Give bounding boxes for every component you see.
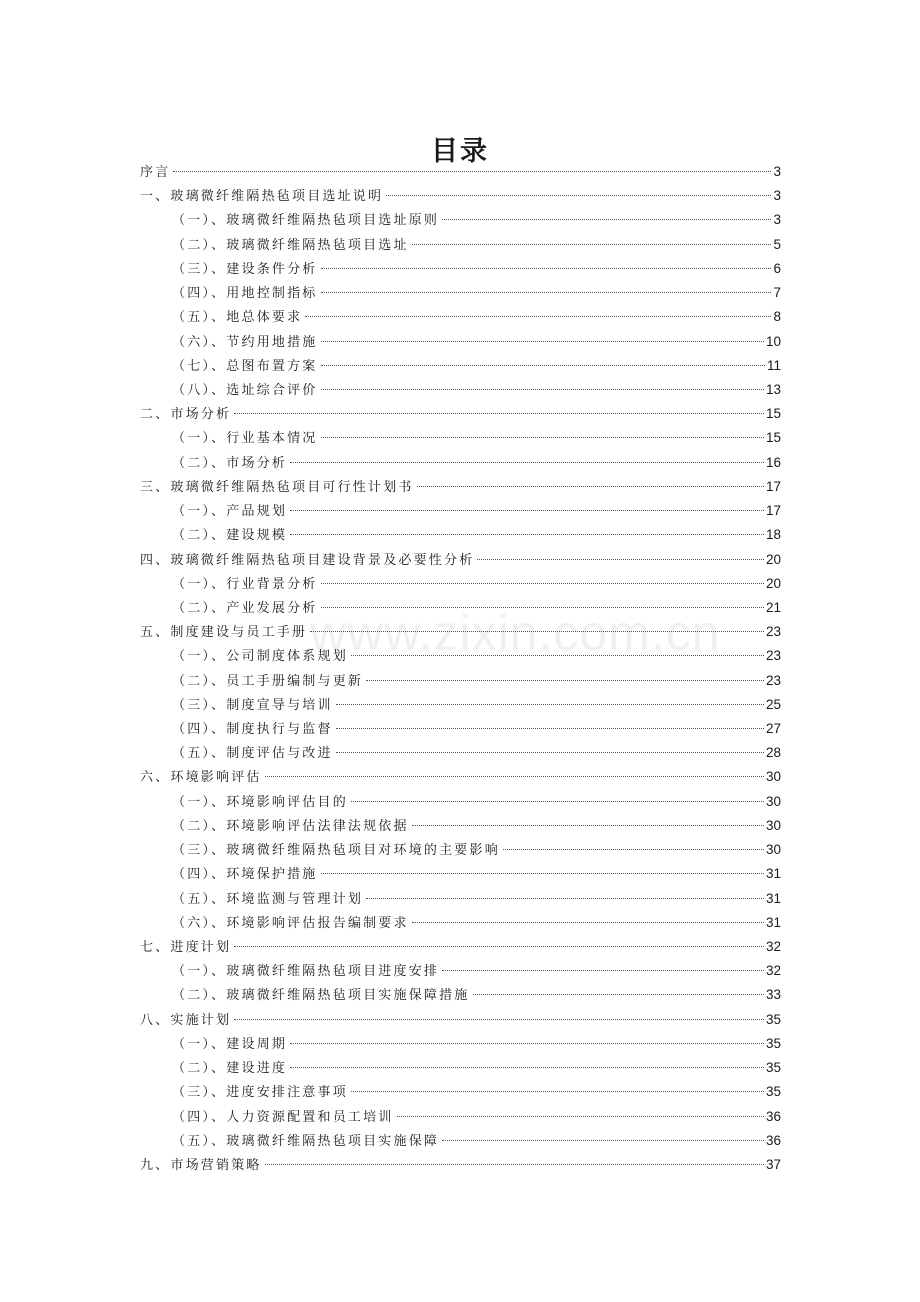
dot-leader: [412, 825, 764, 826]
toc-subentry[interactable]: [140, 208, 781, 232]
dot-leader: [351, 801, 764, 802]
dot-leader: [173, 171, 771, 172]
toc-subentry[interactable]: [140, 1032, 781, 1056]
dot-leader: [321, 583, 764, 584]
dot-leader: [442, 970, 764, 971]
toc-entry-title: （四）、用地控制指标: [172, 286, 318, 302]
toc-page-number: 28: [765, 745, 781, 761]
dot-leader: [234, 1019, 764, 1020]
dot-leader: [351, 655, 764, 656]
toc-page-number: 17: [765, 503, 781, 519]
toc-entry-title: 五、制度建设与员工手册: [140, 625, 308, 641]
toc-entry-title: （六）、环境影响评估报告编制要求: [172, 915, 409, 931]
toc-subentry[interactable]: [140, 887, 781, 911]
toc-entry-title: （一）、环境影响评估目的: [172, 794, 348, 810]
toc-entry[interactable]: [140, 548, 781, 572]
dot-leader: [265, 1164, 764, 1165]
toc-entry-title: （一）、行业基本情况: [172, 431, 318, 447]
toc-page-number: 3: [773, 188, 781, 204]
toc-entry-title: （五）、制度评估与改进: [172, 746, 333, 762]
toc-page-number: 35: [765, 1035, 781, 1051]
toc-entry-title: （七）、总图布置方案: [172, 358, 318, 374]
dot-leader: [321, 607, 764, 608]
toc-page-number: 36: [765, 1108, 781, 1124]
toc-entry-title: （一）、建设周期: [172, 1036, 288, 1052]
toc-entry-title: （三）、建设条件分析: [172, 261, 318, 277]
toc-entry[interactable]: [140, 935, 781, 959]
toc-entry-title: （二）、员工手册编制与更新: [172, 673, 364, 689]
dot-leader: [351, 1091, 764, 1092]
toc-page-number: 27: [765, 721, 781, 737]
toc-entry-title: （一）、玻璃微纤维隔热毡项目选址原则: [172, 213, 440, 229]
toc-page-number: 5: [773, 236, 781, 252]
dot-leader: [321, 873, 764, 874]
toc-page-number: 33: [765, 987, 781, 1003]
toc-entry-title: 四、玻璃微纤维隔热毡项目建设背景及必要性分析: [140, 552, 475, 568]
toc-subentry[interactable]: [140, 596, 781, 620]
toc-entry[interactable]: [140, 1153, 781, 1177]
toc-entry-title: （四）、制度执行与监督: [172, 722, 333, 738]
toc-subentry[interactable]: [140, 814, 781, 838]
toc-title: 目录: [431, 136, 489, 168]
toc-page-number: 3: [773, 212, 781, 228]
toc-page-number: 13: [765, 381, 781, 397]
toc-entry-title: （六）、节约用地措施: [172, 334, 318, 350]
dot-leader: [321, 268, 772, 269]
dot-leader: [290, 534, 764, 535]
dot-leader: [321, 365, 765, 366]
dot-leader: [290, 510, 764, 511]
toc-subentry[interactable]: [140, 911, 781, 935]
table-of-contents: [140, 160, 781, 1177]
toc-page-number: 15: [765, 430, 781, 446]
toc-entry-title: （四）、环境保护措施: [172, 867, 318, 883]
toc-page-number: 31: [765, 866, 781, 882]
toc-page-number: 31: [765, 890, 781, 906]
toc-page-number: 11: [766, 357, 781, 373]
toc-subentry[interactable]: [140, 451, 781, 475]
toc-subentry[interactable]: [140, 862, 781, 886]
dot-leader: [473, 994, 764, 995]
toc-page-number: 31: [765, 914, 781, 930]
toc-entry-title: 七、进度计划: [140, 940, 232, 955]
toc-entry-title: 八、实施计划: [140, 1012, 232, 1028]
toc-subentry[interactable]: [140, 378, 781, 402]
toc-page-number: 37: [765, 1156, 781, 1172]
toc-subentry[interactable]: [140, 305, 781, 329]
toc-entry-title: （一）、公司制度体系规划: [172, 649, 348, 665]
toc-subentry[interactable]: [140, 838, 781, 862]
dot-leader: [321, 292, 772, 293]
dot-leader: [503, 849, 764, 850]
dot-leader: [321, 341, 764, 342]
toc-entry-title: （一）、产品规划: [172, 504, 288, 520]
toc-entry-title: （二）、建设进度: [172, 1061, 288, 1077]
toc-subentry[interactable]: [140, 1105, 781, 1129]
dot-leader: [336, 704, 764, 705]
toc-entry[interactable]: [140, 620, 781, 644]
dot-leader: [265, 776, 764, 777]
dot-leader: [290, 462, 764, 463]
toc-entry-title: （五）、环境监测与管理计划: [172, 891, 364, 907]
dot-leader: [234, 413, 764, 414]
dot-leader: [290, 1067, 764, 1068]
dot-leader: [442, 1140, 764, 1141]
toc-page-number: 3: [773, 164, 781, 179]
toc-subentry[interactable]: [140, 644, 781, 668]
toc-subentry[interactable]: [140, 1129, 781, 1153]
dot-leader: [412, 244, 772, 245]
toc-page-number: 17: [765, 478, 781, 494]
toc-entry-title: 二、市场分析: [140, 407, 232, 423]
dot-leader: [477, 559, 764, 560]
watermark: www.zixin.com.cn: [310, 605, 721, 661]
toc-entry-title: 序言: [140, 165, 171, 180]
toc-page-number: 30: [765, 769, 781, 785]
dot-leader: [366, 680, 764, 681]
toc-subentry[interactable]: [140, 790, 781, 814]
toc-entry-title: 三、玻璃微纤维隔热毡项目可行性计划书: [140, 479, 414, 495]
toc-page-number: 8: [773, 309, 781, 325]
toc-entry-title: （二）、建设规模: [172, 528, 288, 544]
toc-entry-title: 六、环境影响评估: [140, 770, 262, 786]
toc-entry-title: （三）、进度安排注意事项: [172, 1085, 348, 1101]
dot-leader: [397, 1116, 764, 1117]
toc-subentry[interactable]: [140, 330, 781, 354]
toc-page-number: 6: [773, 260, 781, 276]
toc-entry-title: 九、市场营销策略: [140, 1157, 262, 1173]
toc-page-number: 21: [765, 599, 781, 615]
dot-leader: [310, 631, 764, 632]
dot-leader: [336, 752, 764, 753]
toc-page-number: 30: [765, 817, 781, 833]
toc-entry-title: （二）、玻璃微纤维隔热毡项目实施保障措施: [172, 988, 470, 1004]
toc-subentry[interactable]: [140, 257, 781, 281]
toc-subentry[interactable]: [140, 669, 781, 693]
toc-page-number: 7: [773, 285, 781, 301]
toc-page-number: 18: [765, 527, 781, 543]
toc-page-number: 23: [765, 648, 781, 664]
dot-leader: [366, 898, 764, 899]
dot-leader: [336, 728, 764, 729]
toc-subentry[interactable]: [140, 693, 781, 717]
toc-subentry[interactable]: [140, 741, 781, 765]
toc-page-number: 20: [765, 575, 781, 591]
toc-subentry[interactable]: [140, 281, 781, 305]
toc-subentry[interactable]: [140, 426, 781, 450]
dot-leader: [386, 195, 771, 196]
toc-subentry[interactable]: [140, 1056, 781, 1080]
toc-page-number: 35: [765, 1011, 781, 1027]
toc-page-number: 32: [765, 963, 781, 979]
dot-leader: [234, 946, 764, 947]
toc-entry-title: （一）、行业背景分析: [172, 576, 318, 592]
toc-entry-title: 一、玻璃微纤维隔热毡项目选址说明: [140, 189, 384, 205]
toc-subentry[interactable]: [140, 523, 781, 547]
toc-entry-title: （五）、玻璃微纤维隔热毡项目实施保障: [172, 1133, 440, 1149]
toc-entry[interactable]: [140, 475, 781, 499]
dot-leader: [305, 316, 771, 317]
toc-entry[interactable]: [140, 765, 781, 789]
toc-subentry[interactable]: [140, 983, 781, 1007]
toc-page-number: 16: [765, 454, 781, 470]
toc-entry-title: （二）、环境影响评估法律法规依据: [172, 818, 409, 834]
toc-page-number: 23: [765, 624, 781, 640]
toc-subentry[interactable]: [140, 499, 781, 523]
toc-subentry[interactable]: [140, 233, 781, 257]
toc-page-number: 15: [765, 406, 781, 422]
toc-entry-title: （五）、地总体要求: [172, 310, 303, 326]
toc-page-number: 35: [765, 1060, 781, 1076]
toc-entry-title: （二）、产业发展分析: [172, 600, 318, 616]
toc-page-number: 23: [765, 672, 781, 688]
toc-entry-title: （一）、玻璃微纤维隔热毡项目进度安排: [172, 964, 440, 980]
toc-entry-title: （四）、人力资源配置和员工培训: [172, 1109, 394, 1125]
toc-entry[interactable]: [140, 1008, 781, 1032]
toc-entry-title: （二）、市场分析: [172, 455, 288, 471]
toc-subentry[interactable]: [140, 959, 781, 983]
dot-leader: [442, 219, 771, 220]
toc-subentry[interactable]: [140, 572, 781, 596]
toc-entry[interactable]: [140, 184, 781, 208]
toc-page-number: 32: [765, 939, 781, 954]
toc-page-number: 25: [765, 696, 781, 712]
toc-entry-title: （二）、玻璃微纤维隔热毡项目选址: [172, 237, 409, 253]
toc-page-number: 30: [765, 842, 781, 858]
toc-subentry[interactable]: [140, 354, 781, 378]
toc-page-number: 36: [765, 1132, 781, 1148]
toc-entry-title: （三）、玻璃微纤维隔热毡项目对环境的主要影响: [172, 843, 500, 859]
dot-leader: [417, 486, 764, 487]
toc-subentry[interactable]: [140, 1080, 781, 1104]
dot-leader: [321, 437, 764, 438]
toc-entry[interactable]: [140, 160, 781, 184]
toc-page-number: 35: [765, 1084, 781, 1100]
toc-subentry[interactable]: [140, 717, 781, 741]
toc-page-number: 20: [765, 551, 781, 567]
dot-leader: [290, 1043, 764, 1044]
toc-entry-title: （八）、选址综合评价: [172, 382, 318, 398]
toc-page-number: 10: [765, 333, 781, 349]
toc-entry-title: （三）、制度宣导与培训: [172, 697, 333, 713]
dot-leader: [321, 389, 764, 390]
dot-leader: [412, 922, 764, 923]
toc-page-number: 30: [765, 793, 781, 809]
toc-entry[interactable]: [140, 402, 781, 426]
